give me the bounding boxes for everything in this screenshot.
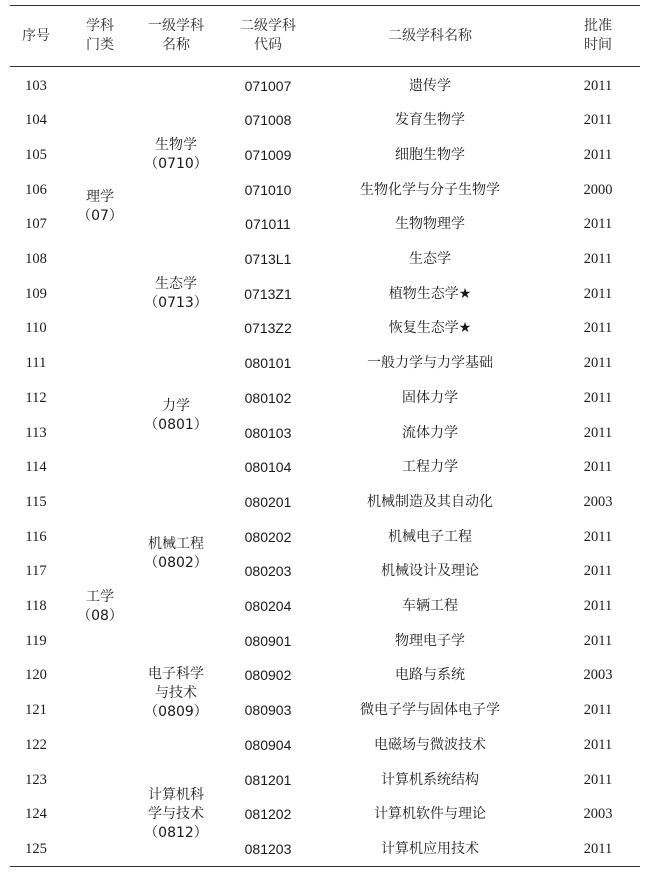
row-seq-cell: 104 xyxy=(25,112,47,129)
row-year-cell: 2011 xyxy=(583,598,613,614)
header-approval: 批准 时间 xyxy=(584,18,612,53)
row-year-cell: 2011 xyxy=(583,459,613,476)
row-seq-cell: 122 xyxy=(25,736,47,753)
row-name-cell: 车辆工程 xyxy=(402,598,458,614)
row-seq-cell: 116 xyxy=(25,528,47,545)
category-cell: 理学 （07） xyxy=(77,189,123,225)
row-seq-cell: 118 xyxy=(25,598,47,614)
row-code-cell: 071010 xyxy=(244,181,292,198)
row-code-cell: 071007 xyxy=(244,77,292,94)
first-level-cell: 力学 （0801） xyxy=(144,397,208,433)
row-code-cell: 080103 xyxy=(244,424,292,441)
row-year-cell: 2011 xyxy=(583,389,613,406)
row-name-cell: 生态学 xyxy=(409,251,451,267)
row-name-cell: 计算机系统结构 xyxy=(381,771,479,788)
row-name-cell: 电磁场与微波技术 xyxy=(374,736,486,753)
row-code-cell: 080102 xyxy=(244,389,292,406)
row-code-cell: 081201 xyxy=(244,771,292,788)
first-level-cell: 生物学 （0710） xyxy=(144,137,208,173)
row-name-cell: 细胞生物学 xyxy=(395,146,465,163)
row-seq-cell: 114 xyxy=(25,459,47,476)
row-code-cell: 071008 xyxy=(244,112,292,129)
row-name-cell: 恢复生态学★ xyxy=(388,320,472,337)
row-code-cell: 0713Z1 xyxy=(244,285,292,302)
row-code-cell: 071011 xyxy=(245,216,291,233)
row-name-cell: 电路与系统 xyxy=(395,667,465,684)
row-code-cell: 080101 xyxy=(244,355,292,372)
row-seq-cell: 120 xyxy=(25,667,47,684)
first-level-cell: 电子科学 与技术 （0809） xyxy=(144,665,208,720)
row-seq-cell: 115 xyxy=(25,493,47,510)
row-name-cell: 物理电子学 xyxy=(395,632,465,649)
header-category: 学科 门类 xyxy=(86,18,114,53)
row-year-cell: 2011 xyxy=(583,251,613,267)
row-name-cell: 生物物理学 xyxy=(395,216,465,233)
row-seq-cell: 119 xyxy=(25,632,47,649)
row-seq-cell: 108 xyxy=(25,251,47,267)
row-seq-cell: 117 xyxy=(25,563,47,580)
row-seq-cell: 111 xyxy=(25,355,47,372)
row-name-cell: 机械电子工程 xyxy=(388,528,472,545)
row-year-cell: 2011 xyxy=(583,840,613,857)
row-year-cell: 2011 xyxy=(583,285,613,302)
category-cell: 工学 （08） xyxy=(77,588,123,624)
row-code-cell: 080904 xyxy=(244,736,292,753)
row-seq-cell: 125 xyxy=(25,840,47,857)
row-code-cell: 081202 xyxy=(244,806,292,823)
row-year-cell: 2011 xyxy=(583,563,613,580)
row-seq-cell: 121 xyxy=(25,702,47,719)
row-seq-cell: 110 xyxy=(25,320,47,337)
row-name-cell: 发育生物学 xyxy=(395,112,465,129)
row-name-cell: 机械制造及其自动化 xyxy=(367,493,493,510)
header-first-level: 一级学科 名称 xyxy=(148,18,204,53)
header-code: 二级学科 代码 xyxy=(240,18,296,53)
row-seq-cell: 103 xyxy=(25,77,47,94)
row-year-cell: 2003 xyxy=(583,667,613,684)
row-code-cell: 0713L1 xyxy=(244,251,292,267)
row-code-cell: 080903 xyxy=(244,702,292,719)
row-code-cell: 080902 xyxy=(244,667,292,684)
row-name-cell: 植物生态学★ xyxy=(388,285,472,302)
row-code-cell: 080203 xyxy=(244,563,292,580)
row-year-cell: 2011 xyxy=(583,355,613,372)
row-year-cell: 2003 xyxy=(583,493,613,510)
row-year-cell: 2011 xyxy=(583,320,613,337)
row-year-cell: 2011 xyxy=(583,77,613,94)
row-seq-cell: 109 xyxy=(25,285,47,302)
header-rule xyxy=(10,66,640,67)
row-year-cell: 2011 xyxy=(583,528,613,545)
row-year-cell: 2011 xyxy=(583,424,613,441)
row-name-cell: 一般力学与力学基础 xyxy=(367,355,493,372)
first-level-cell: 生态学 （0713） xyxy=(144,276,208,312)
row-name-cell: 遗传学 xyxy=(409,77,451,94)
row-seq-cell: 113 xyxy=(25,424,47,441)
row-seq-cell: 123 xyxy=(25,771,47,788)
row-name-cell: 工程力学 xyxy=(402,459,458,476)
row-code-cell: 0713Z2 xyxy=(244,320,292,337)
row-code-cell: 080104 xyxy=(244,459,292,476)
row-code-cell: 081203 xyxy=(244,840,292,857)
row-year-cell: 2011 xyxy=(583,112,613,129)
row-name-cell: 流体力学 xyxy=(402,424,458,441)
bottom-rule xyxy=(10,866,640,867)
row-seq-cell: 105 xyxy=(25,146,47,163)
header-second-level: 二级学科名称 xyxy=(388,27,472,44)
row-name-cell: 微电子学与固体电子学 xyxy=(360,702,500,719)
row-year-cell: 2003 xyxy=(583,806,613,823)
row-seq-cell: 106 xyxy=(25,181,47,198)
row-year-cell: 2011 xyxy=(583,632,613,649)
row-seq-cell: 112 xyxy=(25,389,47,406)
row-code-cell: 071009 xyxy=(244,146,292,163)
row-year-cell: 2011 xyxy=(583,771,613,788)
row-year-cell: 2011 xyxy=(583,216,613,233)
first-level-cell: 计算机科 学与技术 （0812） xyxy=(144,787,208,842)
header-seq: 序号 xyxy=(22,27,50,44)
row-code-cell: 080202 xyxy=(244,528,292,545)
row-name-cell: 固体力学 xyxy=(402,389,458,406)
row-seq-cell: 107 xyxy=(25,216,47,233)
row-year-cell: 2000 xyxy=(583,181,613,198)
row-name-cell: 机械设计及理论 xyxy=(381,563,479,580)
row-code-cell: 080204 xyxy=(244,598,292,614)
row-code-cell: 080201 xyxy=(244,493,292,510)
row-code-cell: 080901 xyxy=(244,632,292,649)
row-name-cell: 生物化学与分子生物学 xyxy=(360,181,500,198)
row-year-cell: 2011 xyxy=(583,702,613,719)
row-seq-cell: 124 xyxy=(25,806,47,823)
row-year-cell: 2011 xyxy=(583,146,613,163)
row-name-cell: 计算机应用技术 xyxy=(381,840,479,857)
row-year-cell: 2011 xyxy=(583,736,613,753)
first-level-cell: 机械工程 （0802） xyxy=(144,536,208,572)
row-name-cell: 计算机软件与理论 xyxy=(374,806,486,823)
